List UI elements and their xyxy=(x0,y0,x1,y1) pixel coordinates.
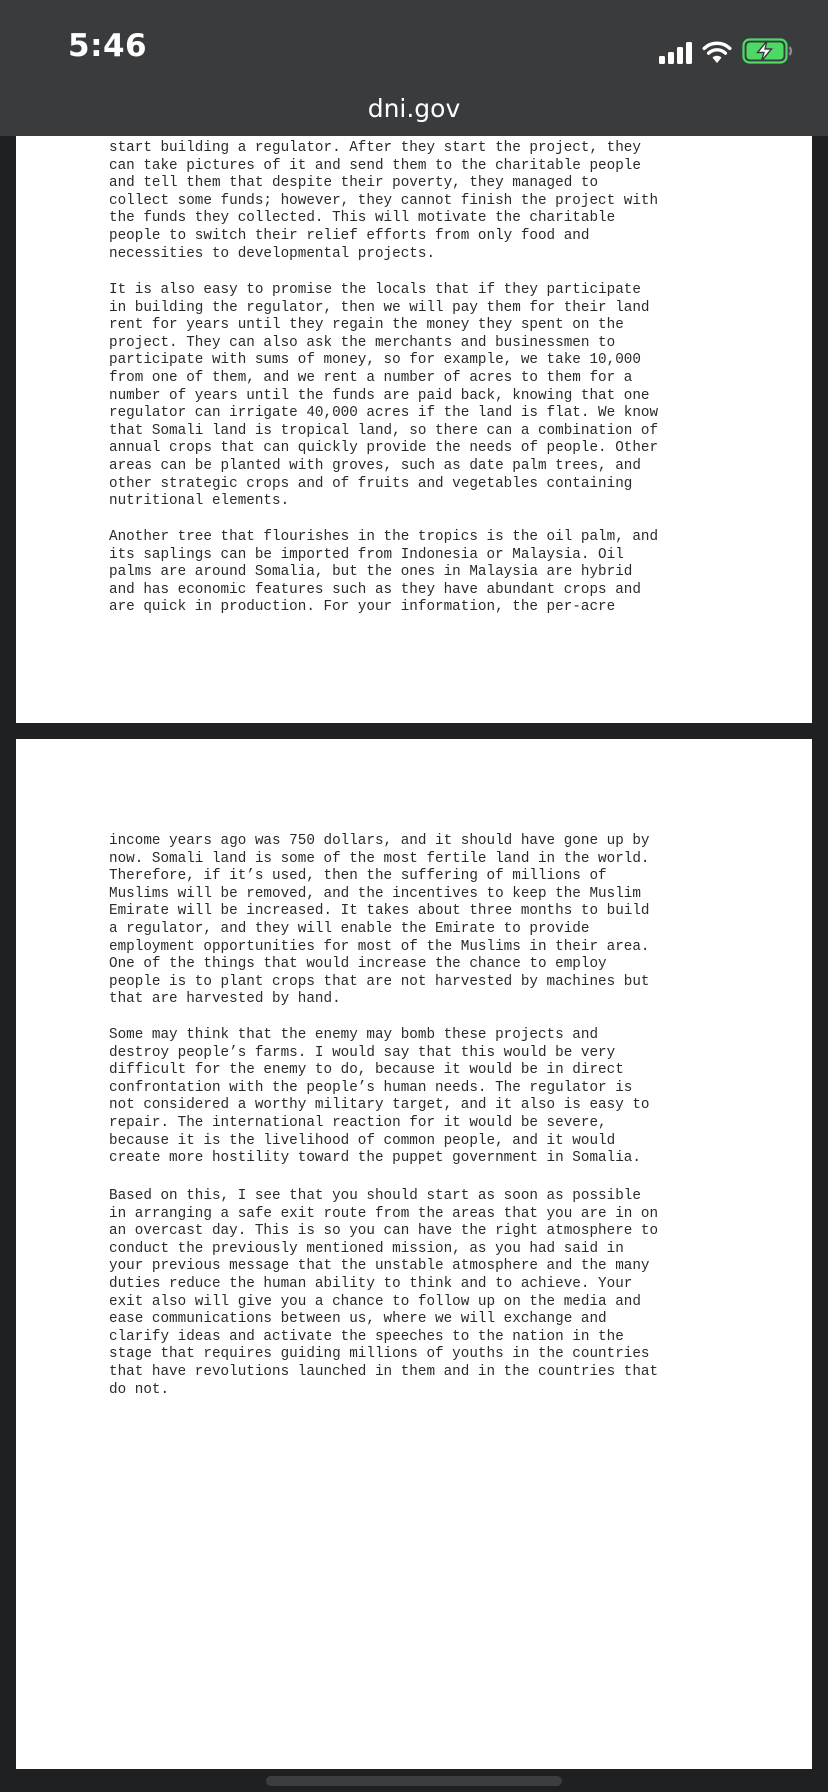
paragraph: Some may think that the enemy may bomb these projects and destroy people’s farms. I would say that this would be very difficult for the enemy to do, because it would be in direct confrontation with the people’s human needs. The regulator is not considered a worthy military target, and it also is easy to repair. The international reaction for it would be severe, because it is the livelihood of common people, and it would create more hostility toward the puppet government in Somalia. xyxy=(109,1027,650,1167)
paragraph: start building a regulator. After they start the project, they can take pictures of it and send them to the charitable people and tell them that despite their poverty, they managed to collect some funds; however, they cannot finish the project with the funds they collected. This will motivate the charitable people to switch their relief efforts from only food and necessities to developmental projects. xyxy=(109,140,659,262)
home-indicator[interactable] xyxy=(266,1776,562,1786)
document-page xyxy=(16,739,812,1769)
status-icons xyxy=(659,36,794,64)
signal-icon xyxy=(659,42,692,64)
battery-charging-icon xyxy=(742,38,794,64)
status-time: 5:46 xyxy=(68,28,148,64)
url-text[interactable]: dni.gov xyxy=(367,94,461,123)
paragraph: income years ago was 750 dollars, and it should have gone up by now. Somali land is some of the most fertile land in the world. Therefore, if it’s used, then the suffering of millions of Muslims will be removed, and the incentives to keep the Muslim Emirate will be increased. It takes about three months to build a regulator, and they will enable the Emirate to provide employment opportunities for most of the Muslims in their area. One of the things that would increase the chance to employ people is to plant crops that are not harvested by machines but that are harvested by hand. xyxy=(109,833,650,1008)
wifi-icon xyxy=(702,40,732,64)
status-bar xyxy=(0,0,828,90)
paragraph: It is also easy to promise the locals that if they participate in building the regulator, then we will pay them for their land rent for years until they regain the money they spent on the project. They can also ask the merchants and businessmen to participate with sums of money, so for example, we take 10,000 from one of them, and we rent a number of acres to them for a number of years until the funds are paid back, knowing that one regulator can irrigate 40,000 acres if the land is flat. We know that Somali land is tropical land, so there can a combination of annual crops that can quickly provide the needs of people. Other areas can be planted with groves, such as date palm trees, and other strategic crops and of fruits and vegetables containing nutritional elements. xyxy=(109,282,659,510)
paragraph: Based on this, I see that you should start as soon as possible in arranging a safe exit route from the areas that you are in on an overcast day. This is so you can have the right atmosphere to conduct the previously mentioned mission, as you had said in your previous message that the unstable atmosphere and the many duties reduce the human ability to think and to achieve. Your exit also will give you a chance to follow up on the media and ease communications between us, where we will exchange and clarify ideas and activate the speeches to the nation in the stage that requires guiding millions of youths in the countries that have revolutions launched in them and in the countries that do not. xyxy=(109,1188,659,1398)
paragraph: Another tree that flourishes in the tropics is the oil palm, and its saplings can be imported from Indonesia or Malaysia. Oil palms are around Somalia, but the ones in Malaysia are hybrid and has economic features such as they have abundant crops and are quick in production. For your information, the per-acre xyxy=(109,529,659,616)
document-page xyxy=(16,136,812,723)
browser-url-bar[interactable] xyxy=(0,90,828,136)
